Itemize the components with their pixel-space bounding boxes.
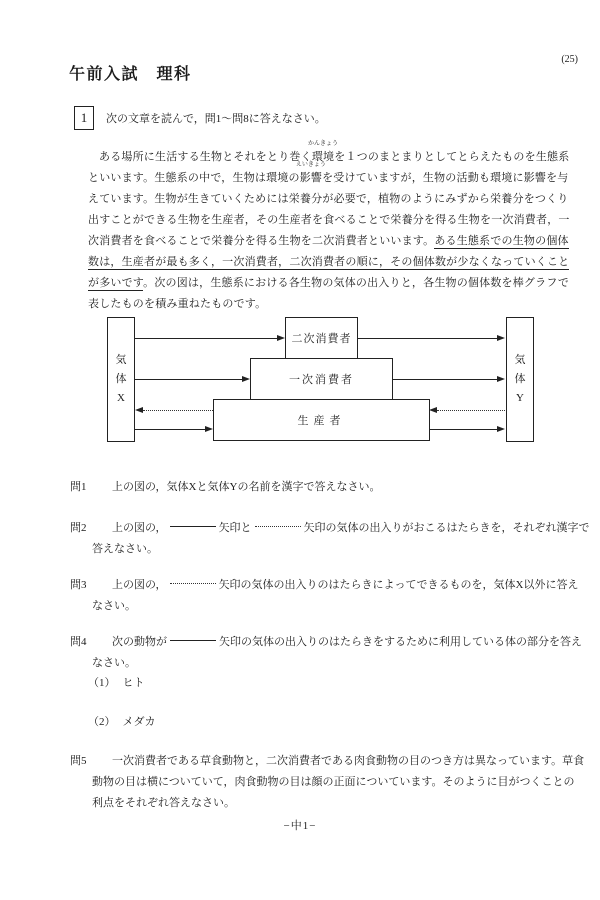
text-segment: 次消費者を食べることで栄養分を得る生物を二次消費者といいます。 (88, 235, 435, 247)
question-text: 次の動物が (112, 636, 167, 648)
gas-label-char: 体 (514, 373, 526, 385)
ecosystem-diagram (107, 315, 534, 443)
arrow-gasx-to-primary-solid (135, 379, 242, 380)
paragraph-line (88, 189, 569, 210)
subitem-label: （1） (88, 677, 116, 689)
furigana-annotation: えいきょう (295, 162, 326, 168)
gas-x-box (107, 317, 135, 442)
paragraph-line (88, 273, 570, 294)
question-text: 矢印の気体の出入りのはたらきによってできるものを，気体X以外に答え (218, 579, 579, 591)
secondary-consumer-label: 二次消費者 (291, 333, 352, 345)
arrow-gasx-to-producer-solid (135, 429, 205, 430)
question-line (92, 539, 590, 560)
section-header (74, 106, 326, 130)
text-segment: 出すことができる生物を生産者，その生産者を食べることで栄養分を得る生物を一次消費者，一 (88, 214, 570, 226)
paragraph-line (88, 210, 570, 231)
footer-page-label: −中1− (283, 820, 317, 832)
question-line (70, 751, 584, 772)
gas-label-char: 体 (115, 373, 127, 385)
arrow-producer-to-gasy-solid (429, 429, 497, 430)
solid-arrow-symbol (170, 640, 216, 642)
gas-label-char: Y (516, 392, 524, 404)
gas-label-char: X (117, 392, 125, 404)
dotted-arrow-symbol (170, 583, 216, 585)
question-text: なさい。 (92, 657, 136, 669)
question-4 (70, 632, 582, 674)
subitem-label: （2） (88, 716, 116, 728)
gas-label-char: 気 (115, 354, 127, 366)
page-corner-number: (25) (561, 54, 578, 65)
question-text: 上の図の， (112, 522, 167, 534)
solid-arrow-symbol (170, 526, 216, 528)
paragraph-line (88, 294, 546, 315)
gas-label-char: 気 (514, 354, 526, 366)
question-text: 上の図の， (112, 579, 167, 591)
text-segment: ある場所に生活する生物とそれをとり巻く (99, 151, 312, 163)
section-number-box (74, 106, 94, 130)
text-segment: が多いです (88, 277, 144, 289)
producer-label: 生産者 (297, 415, 346, 427)
text-segment: 数は，生産者が最も多く，一次消費者，二次消費者の順に，その個体数が少なくなっていくこと (88, 256, 570, 268)
question-text: 答えなさい。 (92, 543, 158, 555)
question-2 (70, 518, 590, 560)
text-segment: を受けていますが，生物の活動も環境に影響を与 (322, 172, 569, 184)
question-line (92, 596, 579, 617)
question-line (92, 653, 582, 674)
question-text: 矢印と (218, 522, 252, 534)
question-line (70, 632, 582, 653)
text-segment: を１つのまとまりとしてとらえたものを生態系 (334, 151, 570, 163)
page-title: 午前入試 理科 (69, 66, 192, 83)
secondary-consumer-box (285, 317, 358, 359)
question-text: 矢印の気体の出入りがおこるはたらきを，それぞれ漢字で (303, 522, 590, 534)
text-segment: 。次の図は，生態系における各生物の気体の出入りと，各生物の個体数を棒グラフで (143, 277, 570, 289)
question-label: 問5 (70, 755, 87, 767)
question-text: 上の図の，気体Xと気体Yの名前を漢字で答えなさい。 (112, 481, 381, 493)
question-label: 問1 (70, 481, 87, 493)
paragraph (88, 141, 570, 315)
gas-y-box (506, 317, 534, 442)
paragraph-line (88, 231, 569, 252)
arrow-gasx-to-secondary-solid (135, 338, 277, 339)
furigana-annotation: かんきょう (308, 141, 339, 147)
question4-subitem-1 (88, 673, 145, 694)
question-text: 矢印の気体の出入りのはたらきをするために利用している体の部分を答え (219, 636, 582, 648)
primary-consumer-label: 一次消費者 (289, 374, 354, 386)
question-text: 利点をそれぞれ答えなさい。 (92, 797, 235, 809)
ruby-text: 環境 かんきょう (308, 141, 339, 163)
question-line (70, 575, 579, 596)
text-segment: 表したものを積み重ねたものです。 (88, 298, 267, 310)
paragraph-line (88, 252, 570, 273)
text-segment: といいます。生態系の中で，生物は環境の (88, 172, 300, 184)
arrow-producer-to-gasx-dotted (143, 410, 213, 411)
question-3 (70, 575, 579, 617)
arrow-primary-to-gasy-solid (392, 379, 497, 380)
section-instruction: 次の文章を読んで，問1〜問8に答えなさい。 (106, 113, 326, 125)
question-label: 問3 (70, 579, 87, 591)
question-text: 一次消費者である草食動物と，二次消費者である肉食動物の目のつき方は異なっています。草食 (112, 755, 585, 767)
question-5 (70, 751, 584, 814)
section-number: 1 (80, 110, 88, 125)
question4-subitem-2 (88, 712, 156, 733)
question-1 (70, 477, 380, 498)
primary-consumer-box (250, 358, 393, 400)
question-text: 動物の目は横についていて，肉食動物の目は顔の正面についています。そのように目がつくことの (92, 776, 575, 788)
question-line (70, 518, 590, 539)
producer-box (213, 399, 430, 441)
arrow-gasy-to-producer-dotted (437, 410, 505, 411)
subitem-text: メダカ (122, 716, 156, 728)
arrow-secondary-to-gasy-solid (357, 338, 497, 339)
paragraph-line (88, 162, 569, 189)
question-label: 問2 (70, 522, 87, 534)
question-line (70, 477, 380, 498)
question-text: なさい。 (92, 600, 136, 612)
question-line (92, 772, 584, 793)
text-segment: ある生態系での生物の個体 (434, 235, 569, 247)
question-label: 問4 (70, 636, 87, 648)
question-line (92, 793, 584, 814)
ruby-text: 影響 えいきょう (295, 162, 326, 184)
subitem-text: ヒト (122, 677, 145, 689)
dotted-arrow-symbol (255, 526, 301, 528)
text-segment: えています。生物が生きていくためには栄養分が必要で，植物のようにみずから栄養分をつくり (88, 193, 569, 205)
